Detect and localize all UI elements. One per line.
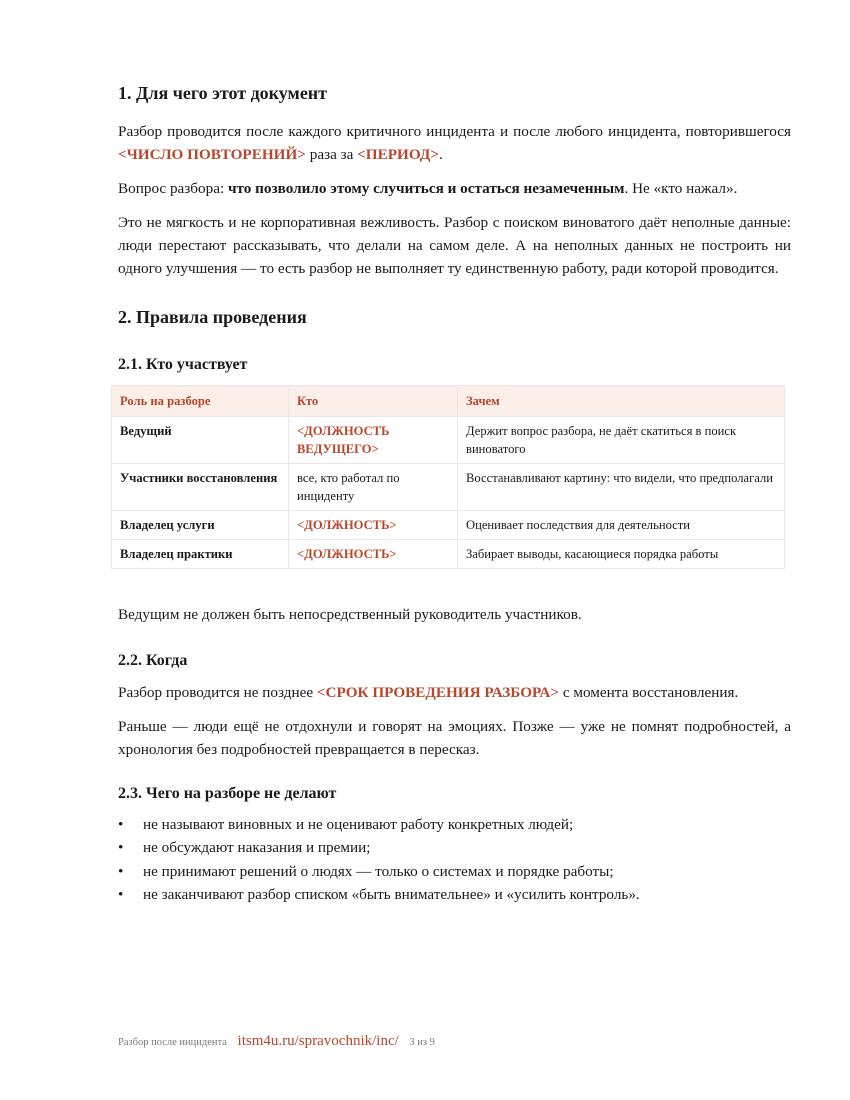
section-2-heading: 2. Правила проведения [118, 306, 307, 327]
bullet-icon: • [118, 862, 124, 880]
list-item: • не принимают решений о людях — только о системах и порядке работы; [118, 860, 791, 884]
facilitator-note: Ведущим не должен быть непосредственный руководитель участников. [118, 606, 582, 624]
cell-role: Владелец практики [112, 540, 289, 569]
section-1-paragraph-3: Это не мягкость и не корпоративная вежливость. Разбор с поиском виноватого даёт неполные данные: люди перестают рассказывать, что делали на самом деле. А на неполных данных не построить ни одного улучшения — то есть разбор не выполняет ту единственную работу, ради которой проводится. [118, 213, 791, 277]
subsection-2-1-heading: 2.1. Кто участвует [118, 356, 248, 374]
footer-link[interactable]: itsm4u.ru/spravochnik/inc/ [237, 1033, 399, 1049]
cell-role: Участники восстановления [112, 464, 289, 511]
table-row [112, 464, 785, 511]
placeholder-review-deadline: <СРОК ПРОВЕДЕНИЯ РАЗБОРА> [316, 683, 560, 701]
subsection-2-2-paragraph-2: Раньше — люди ещё не отдохнули и говорят на эмоциях. Позже — уже не помнят подробностей, а хронология без подробностей превращается в пересказ. [118, 717, 791, 758]
bullet-icon: • [118, 815, 124, 833]
bullet-icon: • [118, 886, 124, 904]
table-row [112, 511, 785, 540]
cell-role: Владелец услуги [112, 511, 289, 540]
page-footer [118, 1033, 435, 1050]
table-header-row [112, 386, 785, 417]
cell-why: Восстанавливают картину: что видели, что предполагали [458, 464, 785, 511]
list-item: • не называют виновных и не оценивают работу конкретных людей; [118, 813, 791, 837]
list-item: • не обсуждают наказания и премии; [118, 836, 791, 860]
placeholder-repeat-count: <ЧИСЛО ПОВТОРЕНИЙ> [118, 145, 306, 163]
cell-why: Оценивает последствия для деятельности [458, 511, 785, 540]
subsection-2-2-paragraph-1: Разбор проводится не позднее <СРОК ПРОВЕДЕНИЯ РАЗБОРА> с момента восстановления. [118, 683, 739, 701]
cell-who: все, кто работал по инциденту [289, 464, 458, 511]
subsection-2-2-heading: 2.2. Когда [118, 652, 188, 670]
list-item: • не заканчивают разбор списком «быть внимательнее» и «усилить контроль». [118, 883, 791, 907]
table-row [112, 540, 785, 569]
cell-why: Забирает выводы, касающиеся порядка работы [458, 540, 785, 569]
cell-who: <ДОЛЖНОСТЬ ВЕДУЩЕГО> [289, 417, 458, 464]
table-row [112, 417, 785, 464]
column-header-role: Роль на разборе [112, 386, 289, 417]
participants-table [111, 385, 785, 569]
bullet-icon: • [118, 839, 124, 857]
review-question-emphasis: что позволило этому случиться и остаться незамеченным [227, 179, 625, 197]
cell-who: <ДОЛЖНОСТЬ> [289, 540, 458, 569]
section-1-paragraph-1: Разбор проводится после каждого критичного инцидента и после любого инцидента, повторившегося <ЧИСЛО ПОВТОРЕНИЙ> раза за <ПЕРИОД>. [118, 122, 791, 163]
prohibited-actions-list [118, 813, 791, 907]
section-1-paragraph-2: Вопрос разбора: что позволило этому случиться и остаться незамеченным. Не «кто нажал». [118, 179, 738, 197]
footer-doc-title: Разбор после инцидента [118, 1037, 227, 1048]
document-page [118, 78, 791, 907]
column-header-who: Кто [289, 386, 458, 417]
cell-who: <ДОЛЖНОСТЬ> [289, 511, 458, 540]
column-header-why: Зачем [458, 386, 785, 417]
cell-why: Держит вопрос разбора, не даёт скатиться в поиск виноватого [458, 417, 785, 464]
placeholder-period: <ПЕРИОД> [357, 145, 440, 163]
footer-page-number: 3 из 9 [409, 1037, 435, 1048]
cell-role: Ведущий [112, 417, 289, 464]
section-1-heading: 1. Для чего этот документ [118, 83, 328, 103]
subsection-2-3-heading: 2.3. Чего на разборе не делают [118, 784, 337, 802]
